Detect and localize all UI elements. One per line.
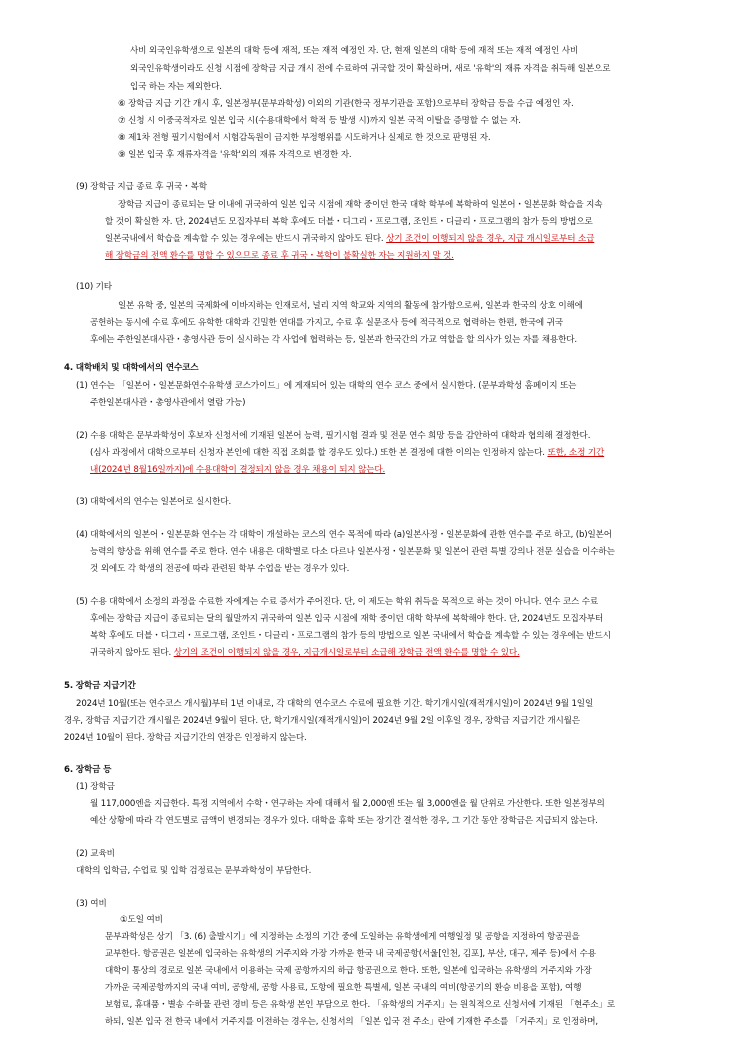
section-heading: (10) 기타 xyxy=(76,282,112,292)
warning-text: 상기 조건이 이행되지 않을 경우, 지급 개시일로부터 소급 xyxy=(386,234,595,244)
paragraph-line: 일본 유학 중, 일본의 국제화에 이바지하는 인재로서, 널리 지역 학교와 지역의 활동에 참가함으로써, 일본과 한국의 상호 이해에 xyxy=(118,301,583,311)
paragraph-line: 사비 외국인유학생으로 일본의 대학 등에 재적, 또는 재적 예정인 자. 단, 현재 일본의 대학 등에 재적 또는 재적 예정인 사비 xyxy=(130,46,579,56)
list-item: ⑦ 신청 시 이중국적자로 일본 입국 시(수용대학에서 학적 등 발생 시)까지 일본 국적 이탈을 증명할 수 없는 자. xyxy=(118,116,521,126)
warning-text: 내(2024년 8월16일까지)에 수용대학이 결정되지 않을 경우 채용이 되지 않는다. xyxy=(90,465,386,475)
paragraph-line: (3) 대학에서의 연수는 일본어로 실시한다. xyxy=(76,497,232,507)
paragraph-line: 대학이 통상의 경로로 일본 국내에서 이용하는 국제 공항까지의 하급 항공권으로 한다. 또한, 일본에 입국하는 유학생의 거주지와 가장 xyxy=(105,966,592,976)
paragraph-line: 외국인유학생이라도 신청 시점에 장학금 지급 개시 전에 수료하여 귀국할 것이 확실하며, 새로 '유학'의 재류 자격을 취득해 일본으로 xyxy=(130,64,611,74)
paragraph-line: 복학 후에도 더블・디그리・프로그램, 조인트・디글리・프로그램의 참가 등의 방법으로 일본 국내에서 학습을 계속할 수 있는 경우에는 반드시 xyxy=(90,631,611,641)
paragraph-line: (1) 연수는 「일본어・일본문화연수유학생 코스가이드」에 게재되어 있는 대학의 연수 코스 중에서 실시한다. (문부과학성 홈페이지 또는 xyxy=(76,381,577,391)
list-item: ⑥ 장학금 지급 기간 개시 후, 일본정부(문부과학성) 이외의 기관(한국 정부기관을 포함)으로부터 장학금 등을 수급 예정인 자. xyxy=(118,99,574,109)
paragraph-line: 후에는 장학금 지급이 종료되는 달의 월말까지 귀국하여 일본 입국 시점에 재학 중이던 대학 학부에 복학해야 한다. 단, 2024년도 모집자부터 xyxy=(90,614,604,624)
warning-text: 상기의 조건이 이행되지 않을 경우, 지급개시일로부터 소급해 장학금 전액 환수를 명할 수 있다. xyxy=(173,648,520,658)
paragraph-line: 후에는 주한일본대사관・총영사관 등이 실시하는 각 사업에 협력하는 등, 일본과 한국간의 가교 역할을 할 의사가 있는 자를 채용한다. xyxy=(90,335,577,345)
text-span: 일본국내에서 학습을 계속할 수 있는 경우에는 반드시 귀국하지 않아도 된다. xyxy=(105,234,387,244)
paragraph-line: 예산 상황에 따라 각 연도별로 금액이 변경되는 경우가 있다. 대학을 휴학 또는 장기간 결석한 경우, 그 기간 동안 장학금은 지급되지 않는다. xyxy=(90,816,598,826)
paragraph-line: 할 것이 확실한 자. 단, 2024년도 모집자부터 복학 후에도 더블・디그리・프로그램, 조인트・디글리・프로그램의 참가 등의 방법으로 xyxy=(105,217,593,227)
warning-text: 또한, 소정 기간 xyxy=(547,448,605,458)
paragraph-line: (5) 수용 대학에서 소정의 과정을 수료한 자에게는 수료 증서가 주어진다. 단, 이 제도는 학위 취득을 목적으로 하는 것이 아니다. 연수 코스 수료 xyxy=(76,597,599,607)
paragraph-line: 경우, 장학금 지급기간 개시월은 2024년 9월이 된다. 단, 학기개시일(재적개시일)이 2024년 9월 2일 이후일 경우, 장학금 지급기간 개시월은 xyxy=(64,716,580,726)
paragraph-line: 가까운 국제공항까지의 국내 여비, 공항세, 공항 사용료, 도항에 필요한 특별세, 일본 국내의 여비(항공기의 환승 비용을 포함), 여행 xyxy=(105,983,582,993)
paragraph-line: 2024년 10월이 된다. 장학금 지급기간의 연장은 인정하지 않는다. xyxy=(64,733,307,743)
paragraph-line: 입국 하는 자는 제외한다. xyxy=(130,82,222,92)
paragraph-line: 공헌하는 동시에 수료 후에도 유학한 대학과 긴밀한 연대를 가지고, 수료 후 실문조사 등에 적극적으로 협력하는 한편, 한국에 귀국 xyxy=(90,318,563,328)
paragraph-line: 보험료, 휴대품・별송 수하물 관련 경비 등은 유학생 본인 부담으로 한다. 「유학생의 거주지」는 원칙적으로 신청서에 기재된 「현주소」로 xyxy=(105,1000,615,1010)
paragraph-line xyxy=(90,448,604,459)
paragraph-line: 것 외에도 각 학생의 전공에 따라 관련된 학부 수업을 받는 경우가 있다. xyxy=(90,564,350,574)
paragraph-line: 교부한다. 항공권은 일본에 입국하는 유학생의 거주지와 가장 가까운 한국 내 국제공항(서울[인천, 김포], 부산, 대구, 제주 등)에서 수용 xyxy=(105,949,596,959)
section-heading: (9) 장학금 지급 종료 후 귀국・복학 xyxy=(76,182,207,192)
list-item: ⑨ 일본 입국 후 재류자격을 '유학'외의 재류 자격으로 변경한 자. xyxy=(118,150,352,160)
paragraph-line: 대학의 입학금, 수업료 및 입학 검정료는 문부과학성이 부담한다. xyxy=(76,866,312,876)
paragraph-line: 주한일본대사관・총영사관에서 열람 가능) xyxy=(90,398,246,408)
warning-text: 해 장학금의 전액 환수를 명할 수 있으므로 종료 후 귀국・복학이 불확실한 자는 지원하지 말 것. xyxy=(105,251,454,261)
text-span: (심사 과정에서 대학으로부터 신청자 본인에 대한 직접 조회를 할 경우도 있다.) 또한 본 결정에 대한 이의는 인정하지 않는다. xyxy=(90,448,548,458)
subsection-heading: (2) 교육비 xyxy=(76,849,115,859)
paragraph-line: 문부과학성은 상기 「3. (6) 출발시기」에 지정하는 소정의 기간 중에 도일하는 유학생에게 여행일정 및 공항을 지정하여 항공권을 xyxy=(105,932,580,942)
paragraph-line: 장학금 지급이 종료되는 달 이내에 귀국하여 일본 입국 시점에 재학 중이던 한국 대학 학부에 복학하여 일본어・일본문화 학습을 지속 xyxy=(118,200,603,210)
paragraph-line xyxy=(105,234,594,245)
paragraph-line: (2) 수용 대학은 문부과학성이 후보자 신청서에 기재된 일본어 능력, 필기시험 결과 및 전문 연수 희망 등을 감안하여 대학과 협의해 결정한다. xyxy=(76,431,591,441)
subsection-heading: ①도일 여비 xyxy=(120,915,163,925)
subsection-heading: (3) 여비 xyxy=(76,899,107,909)
text-span: 귀국하지 않아도 된다. xyxy=(90,648,174,658)
paragraph-line: 하되, 일본 입국 전 한국 내에서 거주지를 이전하는 경우는, 신청서의 「일본 입국 전 주소」란에 기재한 주소를 「거주지」로 인정하며, xyxy=(105,1017,598,1027)
section-heading: 6. 장학금 등 xyxy=(64,765,112,775)
paragraph-line: 능력의 향상을 위해 연수를 주로 한다. 연수 내용은 대학별로 다소 다르나 일본사정・일본문화 및 일본어 관련 특별 강의나 전문 실습을 이수하는 xyxy=(90,547,615,557)
section-heading: 4. 대학배치 및 대학에서의 연수코스 xyxy=(64,363,199,373)
list-item: ⑧ 제1차 전형 필기시험에서 시험감독원이 금지한 부정행위를 시도하거나 실제로 한 것으로 판명된 자. xyxy=(118,133,491,143)
subsection-heading: (1) 장학금 xyxy=(76,782,115,792)
paragraph-line: 월 117,000엔을 지급한다. 특정 지역에서 수학・연구하는 자에 대해서 월 2,000엔 또는 월 3,000엔을 월 단위로 가산한다. 또한 일본정부의 xyxy=(90,799,605,809)
paragraph-line: (4) 대학에서의 일본어・일본문화 연수는 각 대학이 개설하는 코스의 연수 목적에 따라 (a)일본사정・일본문화에 관한 연수를 주로 하고, (b)일본어 xyxy=(76,530,612,540)
paragraph-line: 2024년 10월(또는 연수코스 개시월)부터 1년 이내로, 각 대학의 연수코스 수료에 필요한 기간. 학기개시일(재적개시일)이 2024년 9월 1일일 xyxy=(76,699,594,709)
paragraph-line xyxy=(90,648,520,659)
section-heading: 5. 장학금 지급기간 xyxy=(64,681,136,691)
